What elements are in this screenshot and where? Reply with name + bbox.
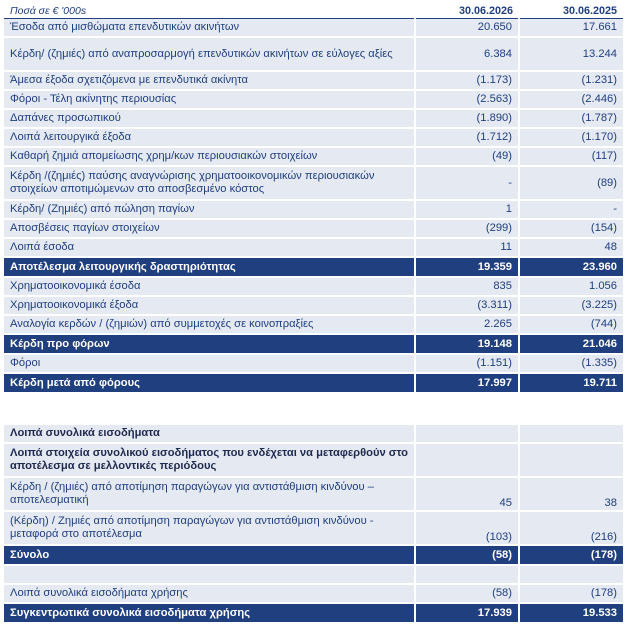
row-label: Αναλογία κερδών / (ζημιών) από συμμετοχές σε κοινοπραξίες [4, 315, 415, 334]
oci-title-row [4, 425, 623, 443]
row-label: Λοιπά συνολικά εισοδήματα χρήσης [4, 584, 415, 603]
taxes-row [4, 354, 623, 373]
section-title: Λοιπά συνολικά εισοδήματα [4, 425, 415, 443]
row-label: Λοιπά λειτουργικά έξοδα [4, 128, 415, 147]
value-2026: (1.712) [415, 128, 519, 147]
table-row [4, 219, 623, 238]
value-2026: 20.650 [415, 19, 519, 38]
value-2025: (1.787) [519, 109, 623, 128]
value-2025: (1.170) [519, 128, 623, 147]
pretax-profit-row [4, 334, 623, 354]
value-2025: (1.335) [519, 354, 623, 373]
value-2026: (1.890) [415, 109, 519, 128]
empty-cell [519, 443, 623, 477]
empty-cell [519, 565, 623, 584]
table-row [4, 277, 623, 296]
row-label: Κέρδη/ (Ζημιές) από πώληση παγίων [4, 200, 415, 219]
value-2025: (3.225) [519, 296, 623, 315]
value-2026: 2.265 [415, 315, 519, 334]
value-2026: 835 [415, 277, 519, 296]
value-2026: (1.151) [415, 354, 519, 373]
table-row [4, 166, 623, 200]
row-label: Χρηματοοικονομικά έξοδα [4, 296, 415, 315]
value-2025: 48 [519, 238, 623, 257]
row-label: Αποτέλεσμα λειτουργικής δραστηριότητας [4, 257, 415, 277]
value-2025: (1.231) [519, 71, 623, 90]
value-2025: (154) [519, 219, 623, 238]
value-2026: (3.311) [415, 296, 519, 315]
row-label: (Κέρδη) / Ζημιές από αποτίμηση παραγώγων για αντιστάθμιση κινδύνου - μεταφορά στο αποτέλεσμα [4, 511, 415, 545]
value-2025: 19.711 [519, 373, 623, 393]
table-row [4, 71, 623, 90]
operating-result-row [4, 257, 623, 277]
spacer-row [4, 565, 623, 584]
row-label: Κέρδη/ (ζημιές) από αναπροσαρμογή επενδυτικών ακινήτων σε εύλογες αξίες [4, 37, 415, 71]
comprehensive-income-row [4, 603, 623, 623]
table-row [4, 37, 623, 71]
row-label: Κέρδη /(ζημιές) παύσης αναγνώρισης χρηματοοικονομικών περιουσιακών στοιχείων αποτιμώμενων στο αποσβεσμένο κόστος [4, 166, 415, 200]
income-statement-table [4, 4, 623, 394]
row-label: Καθαρή ζημιά απομείωσης χρημ/κων περιουσιακών στοιχείων [4, 147, 415, 166]
after-tax-profit-row [4, 373, 623, 393]
value-2026: (58) [415, 545, 519, 565]
value-2025: (744) [519, 315, 623, 334]
row-label: Έσοδα από μισθώματα επενδυτικών ακινήτων [4, 19, 415, 38]
empty-cell [415, 443, 519, 477]
value-2026: 19.359 [415, 257, 519, 277]
table-row [4, 200, 623, 219]
value-2026: 11 [415, 238, 519, 257]
table-row [4, 315, 623, 334]
row-label: Χρηματοοικονομικά έσοδα [4, 277, 415, 296]
empty-cell [4, 565, 415, 584]
section-subtitle: Λοιπά στοιχεία συνολικού εισοδήματος που ενδέχεται να μεταφερθούν στο αποτέλεσμα σε μελλοντικές περιόδους [4, 443, 415, 477]
row-label: Κέρδη μετά από φόρους [4, 373, 415, 393]
value-2025: (117) [519, 147, 623, 166]
table-row [4, 90, 623, 109]
value-2026: 1 [415, 200, 519, 219]
row-label: Συγκεντρωτικά συνολικά εισοδήματα χρήσης [4, 603, 415, 623]
row-label: Άμεσα έξοδα σχετιζόμενα με επενδυτικά ακίνητα [4, 71, 415, 90]
row-label: Κέρδη / (ζημιές) από αποτίμηση παραγώγων για αντιστάθμιση κινδύνου – αποτελεσματική [4, 477, 415, 511]
column-header-2025: 30.06.2025 [519, 4, 623, 19]
value-2026: (103) [415, 511, 519, 545]
value-2025: (178) [519, 545, 623, 565]
row-label: Αποσβέσεις παγίων στοιχείων [4, 219, 415, 238]
table-row [4, 296, 623, 315]
value-2026: (1.173) [415, 71, 519, 90]
value-2025: (2.446) [519, 90, 623, 109]
value-2026: 6.384 [415, 37, 519, 71]
row-label: Κέρδη προ φόρων [4, 334, 415, 354]
other-comprehensive-income-table [4, 425, 623, 624]
value-2026: 19.148 [415, 334, 519, 354]
oci-period-row [4, 584, 623, 603]
value-2025: - [519, 200, 623, 219]
value-2025: 19.533 [519, 603, 623, 623]
oci-subtitle-row [4, 443, 623, 477]
row-label: Φόροι - Τέλη ακίνητης περιουσίας [4, 90, 415, 109]
empty-cell [415, 425, 519, 443]
row-label: Λοιπά έσοδα [4, 238, 415, 257]
value-2025: 13.244 [519, 37, 623, 71]
table-row [4, 128, 623, 147]
value-2025: 21.046 [519, 334, 623, 354]
value-2026: (299) [415, 219, 519, 238]
empty-cell [519, 425, 623, 443]
row-label: Σύνολο [4, 545, 415, 565]
value-2025: (216) [519, 511, 623, 545]
table-row [4, 19, 623, 38]
value-2026: (58) [415, 584, 519, 603]
amounts-unit-label: Ποσά σε € '000s [4, 4, 415, 19]
value-2026: (2.563) [415, 90, 519, 109]
empty-cell [415, 565, 519, 584]
column-header-2026: 30.06.2026 [415, 4, 519, 19]
value-2026: - [415, 166, 519, 200]
value-2026: 17.997 [415, 373, 519, 393]
value-2025: (89) [519, 166, 623, 200]
header-row [4, 4, 623, 19]
table-row [4, 511, 623, 545]
row-label: Φόροι [4, 354, 415, 373]
table-row [4, 477, 623, 511]
row-label: Δαπάνες προσωπικού [4, 109, 415, 128]
value-2025: 17.661 [519, 19, 623, 38]
value-2026: 17.939 [415, 603, 519, 623]
value-2025: 38 [519, 477, 623, 511]
table-row [4, 109, 623, 128]
value-2025: 1.056 [519, 277, 623, 296]
value-2025: 23.960 [519, 257, 623, 277]
table-row [4, 238, 623, 257]
table-row [4, 147, 623, 166]
oci-total-row [4, 545, 623, 565]
value-2025: (178) [519, 584, 623, 603]
value-2026: (49) [415, 147, 519, 166]
value-2026: 45 [415, 477, 519, 511]
